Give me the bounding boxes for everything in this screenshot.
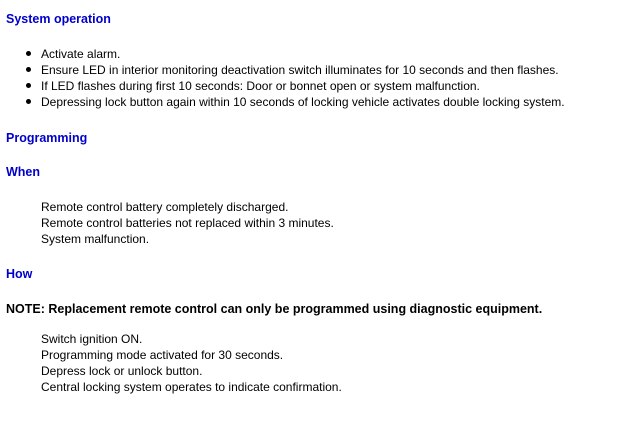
list-item: Programming mode activated for 30 seconds. [41,348,284,362]
list-item [6,46,565,62]
list-item-text: Depressing lock button again within 10 seconds of locking vehicle activates double locking system. [41,95,565,109]
bullet-icon [26,99,31,104]
list-item-text: If LED flashes during first 10 seconds: Door or bonnet open or system malfunction. [41,79,480,93]
system-operation-list [6,46,565,110]
bullet-icon [26,51,31,56]
bullet-icon [26,67,31,72]
list-item: Depress lock or unlock button. [41,364,203,378]
when-heading: When [6,165,41,179]
list-item-text: Ensure LED in interior monitoring deactivation switch illuminates for 10 seconds and then flashes. [41,63,559,77]
list-item: Switch ignition ON. [41,332,143,346]
list-item: Remote control batteries not replaced within 3 minutes. [41,216,334,230]
list-item [6,78,565,94]
how-heading: How [6,267,33,281]
list-item: Central locking system operates to indicate confirmation. [41,380,342,394]
bullet-icon [26,83,31,88]
programming-heading: Programming [6,131,88,145]
system-operation-heading: System operation [6,12,111,26]
list-item: Remote control battery completely discharged. [41,200,289,214]
list-item [6,62,565,78]
note-text: NOTE: Replacement remote control can only be programmed using diagnostic equipment. [6,302,543,316]
list-item: System malfunction. [41,232,150,246]
when-list [41,199,334,247]
list-item-text: Activate alarm. [41,47,121,61]
list-item [6,94,565,110]
how-list [41,331,342,395]
